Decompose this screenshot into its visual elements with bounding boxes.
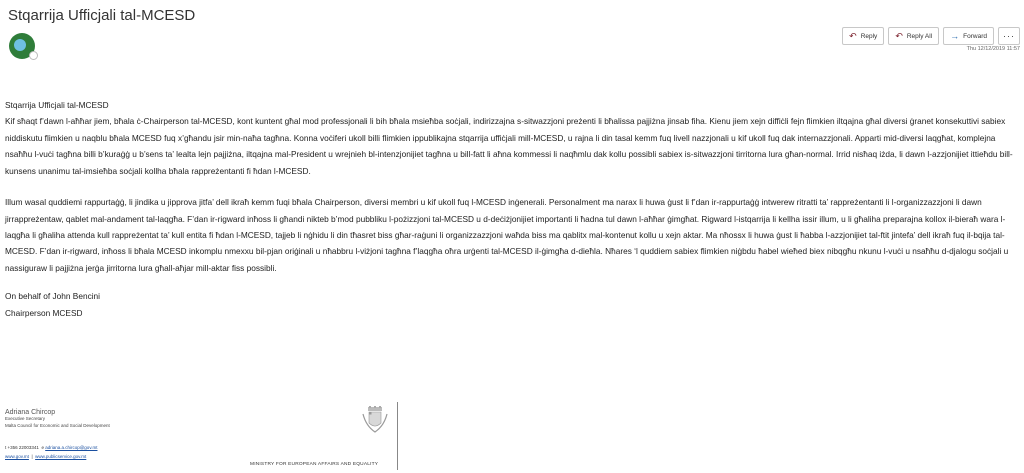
email-body	[5, 97, 1017, 321]
malta-emblem-icon	[359, 405, 391, 435]
forward-icon: →	[950, 30, 960, 41]
email-date: Thu 12/12/2019 11:57	[966, 46, 1020, 52]
closing-line-2: Chairperson MCESD	[5, 307, 83, 318]
more-icon: ···	[1003, 31, 1015, 41]
signature-email-link[interactable]: adriana.a.chircop@gov.mt	[45, 445, 98, 450]
signature-role: Executive Secretary	[5, 416, 46, 421]
reply-label: Reply	[860, 32, 878, 40]
forward-label: Forward	[963, 32, 987, 40]
ministry-name: MINISTRY FOR EUROPEAN AFFAIRS AND EQUALITY	[250, 462, 379, 467]
body-title: Stqarrija Ufficjali tal-MCESD	[5, 100, 109, 110]
email-subject: Stqarrija Ufficjali tal-MCESD	[8, 7, 196, 24]
reply-button[interactable]	[842, 27, 884, 45]
closing-line-1: On behalf of John Bencini	[5, 291, 101, 302]
reply-all-icon: ↶	[895, 30, 903, 41]
signature-divider	[397, 402, 398, 470]
signature-email-prefix: e	[41, 445, 44, 450]
signature-org: Malta Council for Economic and Social Development	[5, 422, 110, 428]
publicservice-link[interactable]: www.publicservice.gov.mt	[35, 453, 87, 459]
forward-button[interactable]	[943, 27, 994, 45]
link-separator: |	[31, 453, 33, 459]
reply-icon: ↶	[849, 30, 857, 41]
signature-phone: t +356 22003341	[5, 445, 39, 450]
signature-contact	[5, 444, 97, 461]
gov-link[interactable]: www.gov.mt	[5, 453, 29, 459]
presence-status-icon	[29, 51, 38, 60]
body-paragraph-1: Kif sħaqt f’dawn l-aħħar jiem, bħala ċ-Chairperson tal-MCESD, kont kuntent għal mod professjonali li bih bħala msieħba soċjali, indirizzajna s-sitwazzjoni preżenti li bħalissa pajjiżna jinsab fiha. Kienu jiem xejn diffiċli fejn flimkien iltqajna għal diversi ġranet konsekuttivi sabiex niddiskutu flimkien u naqblu bħala MCESD fuq x’għandu jsir min-naħa tagħna. Konna voċiferi ukoll billi flimkien ippublikajna stqarrija uffiċjali mill-MCESD, u rajna li din tasal kemm fuq livell nazzjonali u kif ukoll fuq dak internazzjonali. Apparti mid-diversi laqgħat, komplejna nsaħħu l-vuċi tagħna billi b’kuraġġ u b’sens ta’ lealta lejn pajjiżna, iltqajna mal-President u wrejnieh bl-intenzjonijiet tagħna u bill-fatt li aħna kommessi li naqħmlu dak kollu possibli sabiex is-sitwazzjoni tirritorna lura għan-normal. Irrid nisħaq iżda, li dawn l-azzjonijiet ittieħdu bill-kunsens unanimu tal-imsieħba soċjali kollha bħala rappreżentanti fi ħdan l-MCESD.	[5, 116, 1013, 176]
email-signature	[5, 409, 395, 459]
more-actions-button[interactable]	[998, 27, 1020, 45]
body-paragraph-2: Illum wasal quddiemi rappurtaġġ, li jindika u jipprova jitfa’ dell ikraħ kemm fuqi bħala Chairperson, diversi membri u kif ukoll fuq l-MCESD inġenerali. Personalment ma narax li huwa ġust li f’dan ir-rappurtaġġ intwerew ritratti ta’ rappreżentanti li l-organizzazzjoni li dawn jirrappreżentaw, qablet mal-andament tal-laqgħa. F’dan ir-rigward inħoss li għandi nikteb b’mod pubbliku l-pożizzjoni tal-MCESD u d-deċiżjonijiet importanti li ħadna tul dawn l-aħħar ġimgħat. Rigward l-istqarrija li kellha issir illum, u li għaliha preparajna kollox il-bieraħ wara l-laqgħa li għaliha attenda kull rappreżentat ta’ kull entita fi ħdan l-MCESD, tajjeb li nġhidu li din tħasret biss għar-raġuni li organizzazzjoni waħda biss ma qablitx mal-kontenut kollu u xejn aktar. Ma nħossx li huwa ġust li ħabba l-azzjonijiet tal-ftit jintefa’ dell ikraħ fuq il-bqija tal-MCESD. F’dan ir-rigward, inħoss li bħala MCESD inkomplu nmexxu bil-pjan oriġinali u nħabbru l-viżjoni tagħna f’laqgħa oħra urġenti tal-MCESD il-ġimgħa d-dieħla. Nħares ‘l quddiem sabiex flimkien niġbdu ħabel wieħed biex nibqgħu nkunu l-vuċi u nsaħħu d-djalogu soċjali u nassiguraw li pajjiżna jerġa jirritorna lura għall-aħjar mill-aktar fiss possibli.	[5, 197, 1009, 273]
reply-all-button[interactable]	[888, 27, 939, 45]
reply-all-label: Reply All	[906, 32, 933, 40]
signature-name: Adriana Chircop	[5, 409, 56, 416]
message-actions	[842, 27, 1020, 45]
